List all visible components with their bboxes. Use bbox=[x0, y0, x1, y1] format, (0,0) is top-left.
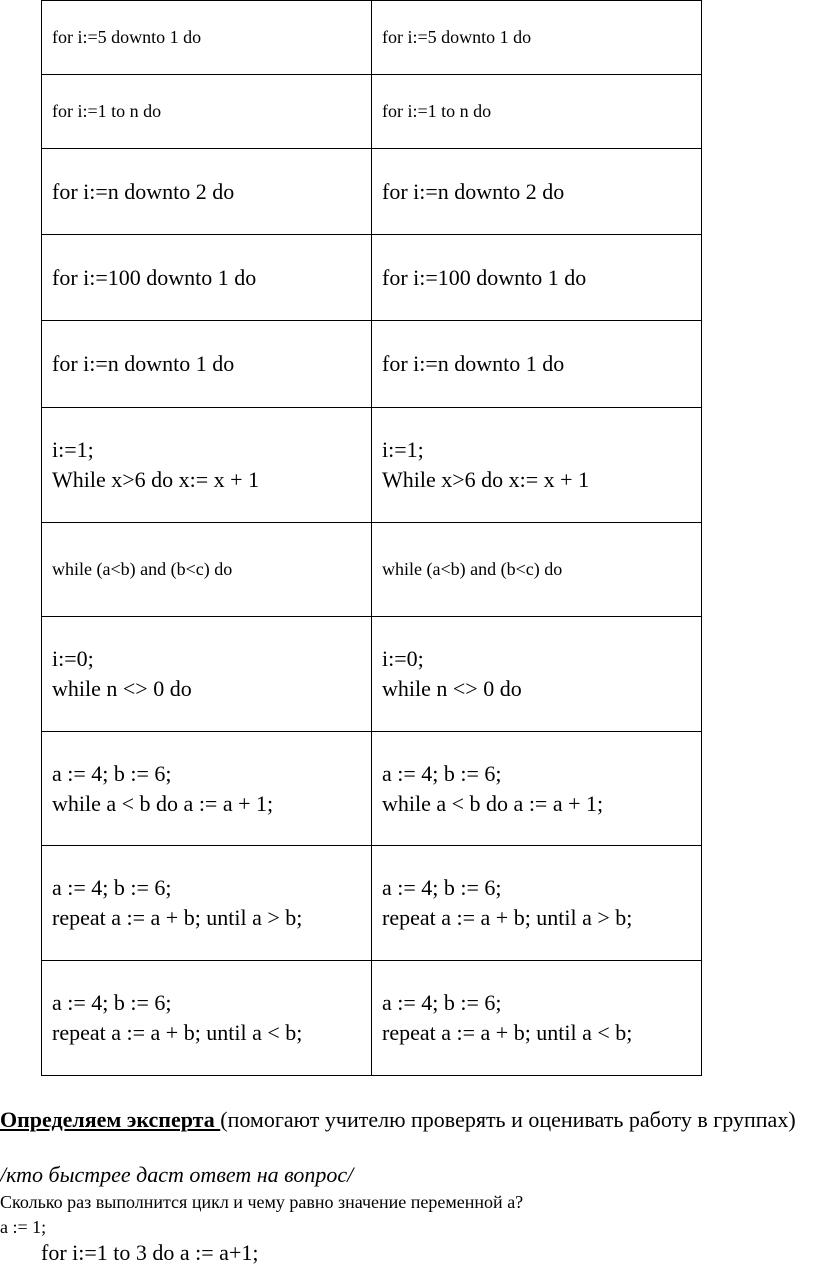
code-line: for i:=n downto 2 do bbox=[52, 178, 235, 204]
code-line: for i:=100 downto 1 do bbox=[52, 264, 257, 290]
card-cell-right bbox=[372, 75, 702, 149]
table-row bbox=[42, 75, 702, 149]
code-line: for i:=1 to n do bbox=[52, 101, 162, 122]
card-cell-left bbox=[42, 523, 372, 617]
table-row bbox=[42, 408, 702, 523]
table-row bbox=[42, 1, 702, 75]
code-line-init: a := 1; bbox=[0, 1217, 47, 1237]
section-title: Определяем эксперта bbox=[0, 1107, 221, 1132]
card-cell-right bbox=[372, 617, 702, 732]
code-line: while a < b do a := a + 1; bbox=[52, 790, 274, 816]
code-line: a := 4; b := 6; bbox=[52, 760, 172, 786]
table-row bbox=[42, 235, 702, 321]
code-line: repeat a := a + b; until a < b; bbox=[382, 1020, 633, 1045]
code-line: While x>6 do x:= x + 1 bbox=[52, 467, 260, 492]
card-cell-right bbox=[372, 408, 702, 523]
code-line: while a < b do a := a + 1; bbox=[382, 790, 604, 816]
code-line: for i:=n downto 2 do bbox=[382, 178, 565, 204]
card-cell-left bbox=[42, 321, 372, 408]
card-cell-left bbox=[42, 617, 372, 732]
card-cell-right bbox=[372, 846, 702, 961]
code-line: while n <> 0 do bbox=[52, 676, 192, 701]
card-cell-right bbox=[372, 732, 702, 846]
card-cell-right bbox=[372, 149, 702, 235]
card-cell-right bbox=[372, 1, 702, 75]
card-cell-right bbox=[372, 961, 702, 1076]
code-line: a := 4; b := 6; bbox=[52, 875, 172, 901]
table-row bbox=[42, 617, 702, 732]
code-line: repeat a := a + b; until a > b; bbox=[382, 905, 633, 930]
code-line-loop: for i:=1 to 3 do a := a+1; bbox=[41, 1240, 259, 1265]
code-line: a := 4; b := 6; bbox=[382, 760, 502, 786]
card-cell-right bbox=[372, 235, 702, 321]
table-row bbox=[42, 961, 702, 1076]
code-line: while (a<b) and (b<c) do bbox=[382, 559, 563, 580]
code-line: repeat a := a + b; until a > b; bbox=[52, 905, 303, 930]
card-cell-left bbox=[42, 1, 372, 75]
table-row bbox=[42, 149, 702, 235]
card-cell-left bbox=[42, 732, 372, 846]
question-text: Сколько раз выполнится цикл и чему равно значение переменной а? bbox=[0, 1192, 524, 1212]
code-line: i:=1; bbox=[52, 437, 94, 463]
code-line: for i:=5 downto 1 do bbox=[382, 27, 532, 48]
section-heading bbox=[0, 1104, 816, 1136]
code-cards-table bbox=[41, 0, 702, 1076]
code-line: for i:=n downto 1 do bbox=[52, 351, 235, 377]
table-row bbox=[42, 846, 702, 961]
card-cell-left bbox=[42, 235, 372, 321]
code-line: i:=0; bbox=[52, 646, 94, 672]
card-cell-left bbox=[42, 75, 372, 149]
table-row bbox=[42, 523, 702, 617]
code-line: repeat a := a + b; until a < b; bbox=[52, 1020, 303, 1045]
code-line: a := 4; b := 6; bbox=[382, 990, 502, 1016]
table-row bbox=[42, 321, 702, 408]
code-line: i:=1; bbox=[382, 437, 424, 463]
code-line: while n <> 0 do bbox=[382, 676, 522, 701]
code-line: While x>6 do x:= x + 1 bbox=[382, 467, 590, 492]
card-cell-left bbox=[42, 408, 372, 523]
code-line: a := 4; b := 6; bbox=[382, 875, 502, 901]
card-cell-left bbox=[42, 149, 372, 235]
section-description: (помогают учителю проверять и оценивать работу в группах) bbox=[220, 1107, 796, 1132]
card-cell-right bbox=[372, 321, 702, 408]
code-line: for i:=n downto 1 do bbox=[382, 351, 565, 377]
table-row bbox=[42, 732, 702, 846]
card-cell-left bbox=[42, 846, 372, 961]
code-line: a := 4; b := 6; bbox=[52, 990, 172, 1016]
code-line: for i:=5 downto 1 do bbox=[52, 27, 202, 48]
card-cell-left bbox=[42, 961, 372, 1076]
section-subtitle: /кто быстрее даст ответ на вопрос/ bbox=[0, 1162, 354, 1187]
code-line: while (a<b) and (b<c) do bbox=[52, 559, 233, 580]
code-line: for i:=100 downto 1 do bbox=[382, 264, 587, 290]
code-line: for i:=1 to n do bbox=[382, 101, 492, 122]
card-cell-right bbox=[372, 523, 702, 617]
code-line: i:=0; bbox=[382, 646, 424, 672]
